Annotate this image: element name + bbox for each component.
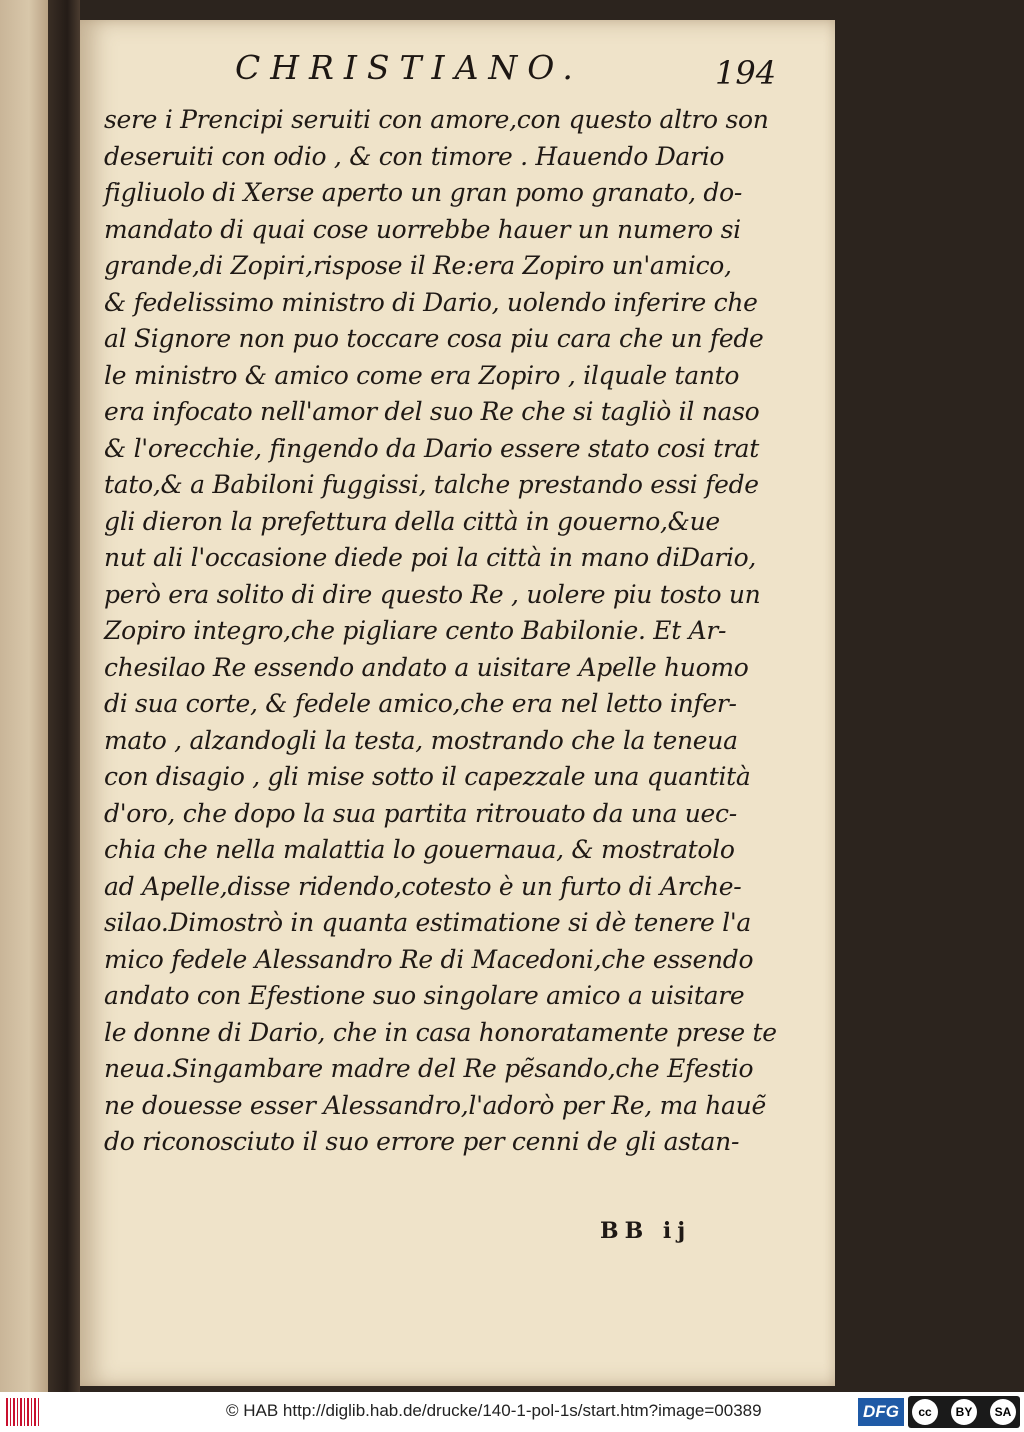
text-line: con disagio , gli mise sotto il capezzale una quantità	[104, 762, 751, 791]
book-page	[80, 20, 835, 1386]
footer-bar	[0, 1392, 1024, 1432]
text-line: ne douesse esser Alessandro,l'adorò per Re, ma hauẽ	[104, 1090, 766, 1120]
page-number: 194	[715, 54, 777, 92]
text-line: mandato di quai cose uorrebbe hauer un numero si	[104, 214, 741, 244]
text-line: chia che nella malattia lo gouernaua, & mostratolo	[104, 835, 735, 864]
text-line: mico fedele Alessandro Re di Macedoni,che essendo	[104, 944, 754, 974]
text-line: silao.Dimostrò in quanta estimatione si dè tenere l'a	[104, 908, 751, 937]
text-line: do riconosciuto il suo errore per cenni de gli astan-	[104, 1127, 740, 1156]
copyright-link[interactable]: © HAB http://diglib.hab.de/drucke/140-1-pol-1s/start.htm?image=00389	[226, 1401, 762, 1420]
sa-icon: SA	[990, 1399, 1016, 1425]
text-line: chesilao Re essendo andato a uisitare Apelle huomo	[104, 652, 749, 682]
by-icon: BY	[951, 1399, 977, 1425]
text-line: neua.Singambare madre del Re pẽsando,che Efestio	[104, 1054, 754, 1083]
text-line: sere i Prencipi seruiti con amore,con questo altro son	[104, 105, 769, 134]
cc-icon: cc	[912, 1399, 938, 1425]
text-line: figliuolo di Xerse aperto un gran pomo granato, do-	[104, 178, 743, 207]
text-line: grande,di Zopiri,rispose il Re:era Zopiro un'amico,	[104, 251, 732, 280]
text-line: d'oro, che dopo la sua partita ritrouato da una uec-	[104, 798, 737, 828]
text-line: andato con Efestione suo singolare amico a uisitare	[104, 981, 745, 1010]
dfg-logo[interactable]: DFG	[858, 1398, 904, 1426]
text-line: mato , alzandogli la testa, mostrando che la teneua	[104, 725, 738, 755]
text-line: & fedelissimo ministro di Dario, uolendo inferire che	[104, 287, 758, 317]
hab-barcode-logo-icon	[6, 1398, 40, 1426]
cc-license-badge[interactable]	[908, 1396, 1020, 1428]
text-line: tato,& a Babiloni fuggissi, talche prestando essi fede	[104, 470, 759, 499]
signature-mark: BB ij	[600, 1218, 692, 1244]
book-spine	[48, 0, 80, 1392]
text-line: ad Apelle,disse ridendo,cotesto è un furto di Arche-	[104, 871, 742, 901]
text-line: Zopiro integro,che pigliare cento Babilonie. Et Ar-	[104, 616, 727, 645]
text-line: gli dieron la prefettura della città in gouerno,&ue	[104, 506, 720, 536]
text-line: & l'orecchie, fingendo da Dario essere stato cosi trat	[104, 433, 759, 463]
body-text	[104, 102, 804, 1161]
text-line: al Signore non puo toccare cosa piu cara che un fede	[104, 324, 764, 353]
text-line: le donne di Dario, che in casa honoratamente prese te	[104, 1017, 777, 1047]
text-line: però era solito di dire questo Re , uolere piu tosto un	[104, 579, 761, 609]
previous-page-edge	[0, 0, 48, 1392]
text-line: deseruiti con odio , & con timore . Hauendo Dario	[104, 141, 725, 171]
text-line: di sua corte, & fedele amico,che era nel letto infer-	[104, 689, 737, 718]
text-line: le ministro & amico come era Zopiro , ilquale tanto	[104, 360, 740, 390]
running-title: CHRISTIANO.	[235, 48, 583, 87]
text-line: era infocato nell'amor del suo Re che si tagliò il naso	[104, 397, 760, 426]
text-line: nut ali l'occasione diede poi la città in mano diDario,	[104, 543, 757, 572]
